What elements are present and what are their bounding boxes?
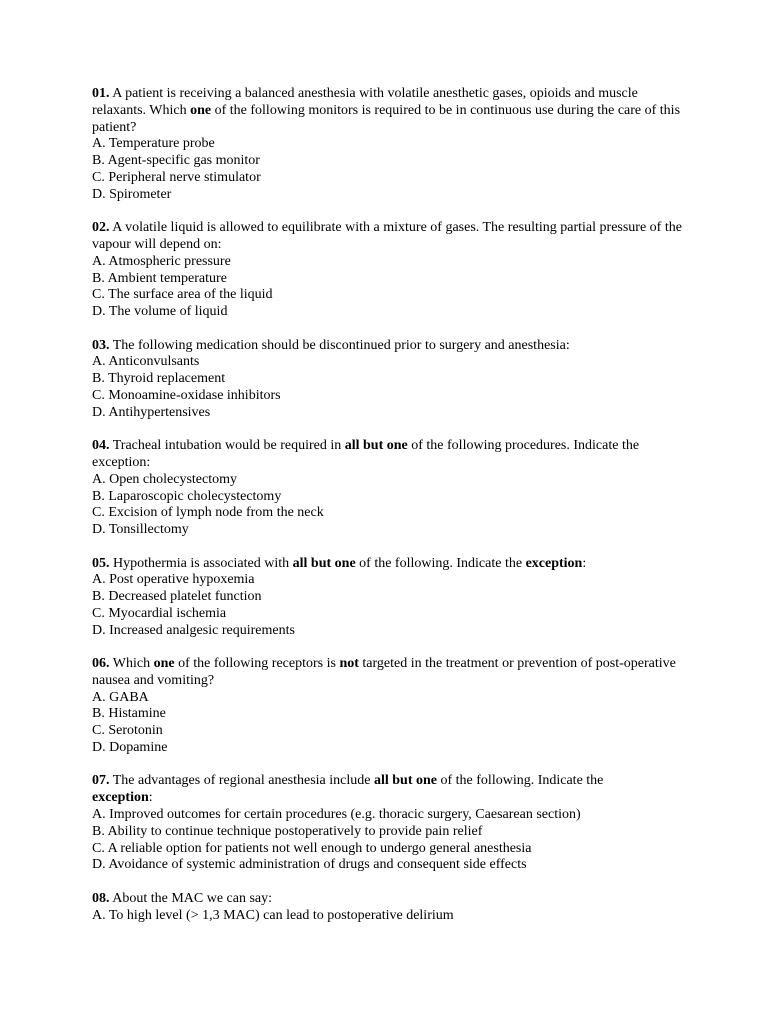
stem-text: : [582, 555, 587, 571]
question-stem [92, 891, 692, 908]
question-stem [92, 220, 692, 254]
document-page [92, 86, 692, 941]
answer-option: D. Avoidance of systemic administration of drugs and consequent side effects [92, 857, 527, 873]
stem-text: A patient is receiving a balanced anesthesia with volatile anesthetic gases, opioids and muscle relaxants. Which [92, 86, 638, 118]
question-05 [92, 556, 692, 640]
answer-option: C. The surface area of the liquid [92, 287, 273, 303]
question-stem [92, 656, 692, 690]
stem-emphasis: all but one [373, 773, 437, 789]
question-04 [92, 438, 692, 539]
stem-text: of the following. Indicate the [355, 555, 526, 571]
stem-text: of the following receptors is [174, 656, 340, 672]
stem-text: of the following. Indicate the [437, 773, 604, 789]
answer-option: A. Improved outcomes for certain procedures (e.g. thoracic surgery, Caesarean section) [92, 807, 581, 823]
stem-text: Which [109, 656, 154, 672]
stem-text: A volatile liquid is allowed to equilibrate with a mixture of gases. The resulting partial pressure of the vapour will depend on: [92, 220, 682, 252]
stem-text: : [148, 790, 153, 806]
stem-emphasis: all but one [344, 438, 408, 454]
answer-option: C. Serotonin [92, 723, 163, 739]
answer-option: B. Laparoscopic cholecystectomy [92, 488, 282, 504]
stem-emphasis: one [153, 656, 175, 672]
answer-option: D. The volume of liquid [92, 304, 228, 320]
answer-option: D. Antihypertensives [92, 404, 211, 420]
question-number: 03. [92, 337, 110, 353]
answer-option: A. Open cholecystectomy [92, 471, 238, 487]
answer-option: C. A reliable option for patients not well enough to undergo general anesthesia [92, 840, 532, 856]
question-number: 07. [92, 773, 110, 789]
stem-text: of the following procedures. Indicate the exception: [92, 438, 640, 470]
answer-option: B. Ambient temperature [92, 270, 227, 286]
question-stem [92, 86, 692, 136]
question-stem [92, 773, 692, 807]
stem-text: Hypothermia is associated with [109, 555, 293, 571]
answer-option: D. Tonsillectomy [92, 522, 189, 538]
answer-option: C. Peripheral nerve stimulator [92, 169, 261, 185]
answer-option: A. To high level (> 1,3 MAC) can lead to postoperative delirium [92, 907, 454, 923]
answer-option: D. Increased analgesic requirements [92, 622, 295, 638]
stem-emphasis: one [190, 102, 212, 118]
question-stem [92, 556, 692, 573]
answer-option: A. Post operative hypoxemia [92, 572, 255, 588]
question-08 [92, 891, 692, 925]
stem-emphasis: not [339, 656, 359, 672]
question-number: 04. [92, 438, 110, 454]
answer-option: C. Monoamine-oxidase inhibitors [92, 387, 281, 403]
question-number: 02. [92, 220, 110, 236]
answer-option: D. Dopamine [92, 740, 168, 756]
answer-option: B. Thyroid replacement [92, 371, 226, 387]
answer-option: B. Decreased platelet function [92, 589, 262, 605]
answer-option: C. Excision of lymph node from the neck [92, 505, 324, 521]
stem-emphasis: exception [92, 790, 149, 806]
question-number: 01. [92, 86, 110, 101]
answer-option: A. Atmospheric pressure [92, 253, 231, 269]
question-number: 05. [92, 555, 110, 571]
answer-option: B. Ability to continue technique postoperatively to provide pain relief [92, 823, 483, 839]
answer-option: B. Agent-specific gas monitor [92, 153, 260, 169]
question-number: 08. [92, 890, 110, 906]
stem-text: of the following monitors is required to be in continuous use during the care of this patient? [92, 102, 681, 135]
answer-option: A. Anticonvulsants [92, 354, 200, 370]
stem-emphasis: exception [525, 555, 583, 571]
answer-option: D. Spirometer [92, 186, 172, 202]
question-03 [92, 338, 692, 422]
question-stem [92, 338, 692, 355]
question-06 [92, 656, 692, 757]
stem-text: Tracheal intubation would be required in [109, 438, 345, 454]
answer-option: A. Temperature probe [92, 136, 215, 152]
stem-text: targeted in the treatment or prevention of post-operative nausea and vomiting? [92, 656, 676, 688]
stem-text: The following medication should be discontinued prior to surgery and anesthesia: [109, 337, 570, 353]
stem-text: The advantages of regional anesthesia include [109, 773, 374, 789]
question-01 [92, 86, 692, 204]
question-02 [92, 220, 692, 321]
question-stem [92, 438, 692, 472]
question-number: 06. [92, 656, 110, 672]
answer-option: B. Histamine [92, 706, 166, 722]
question-07 [92, 773, 692, 874]
answer-option: C. Myocardial ischemia [92, 605, 227, 621]
stem-text: About the MAC we can say: [109, 890, 273, 906]
answer-option: A. GABA [92, 689, 149, 705]
stem-emphasis: all but one [292, 555, 356, 571]
